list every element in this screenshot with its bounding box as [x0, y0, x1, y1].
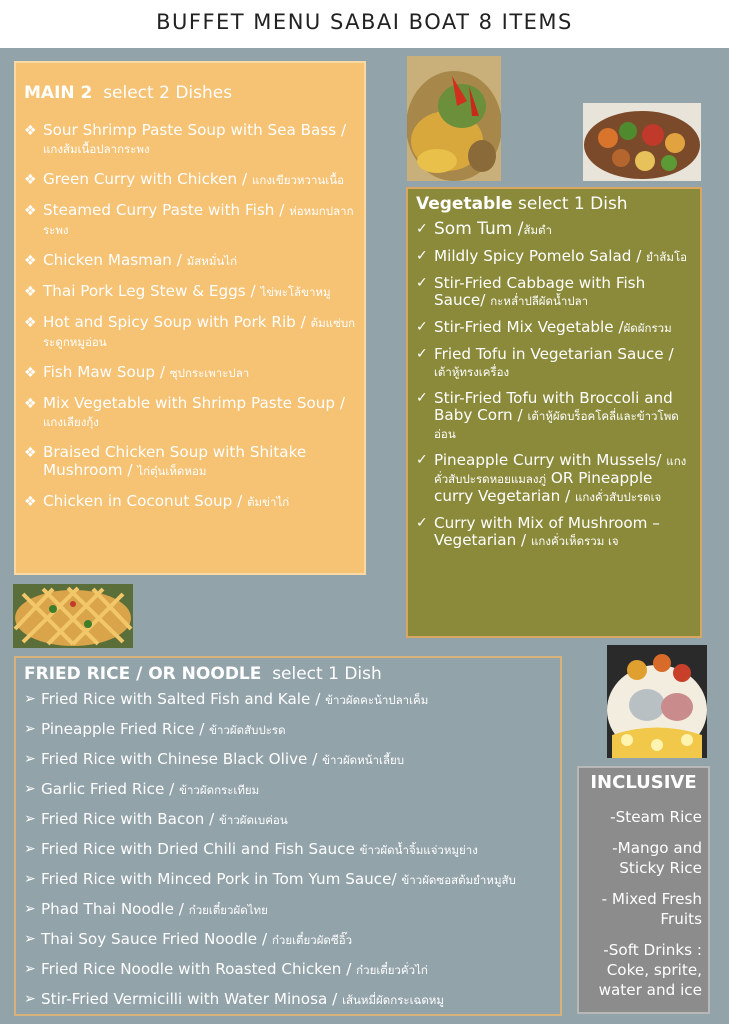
diamond-bullet-icon: ❖ [24, 315, 37, 331]
vegetable-heading-bold: Vegetable [416, 194, 513, 214]
dish-name-thai: ข้าวผัดเบค่อน [219, 813, 288, 827]
arrow-bullet-icon: ➢ [24, 871, 36, 887]
fried-rice-noodle-section [14, 656, 562, 1016]
list-item [24, 443, 356, 480]
page-title: BUFFET MENU SABAI BOAT 8 ITEMS [156, 10, 573, 34]
dish-name-alt: OR Pineapple curry Vegetarian / [434, 469, 653, 505]
list-item [24, 840, 552, 859]
dish-name: Garlic Fried Rice / [41, 780, 175, 798]
inclusive-section [577, 766, 710, 1014]
list-item [24, 201, 356, 239]
list-item [24, 720, 552, 739]
fried-rice-heading-rest: select 1 Dish [272, 664, 382, 684]
list-item: -Mango and Sticky Rice [612, 839, 702, 877]
dish-name: Fried Rice Noodle with Roasted Chicken / [41, 960, 352, 978]
dish-name: Braised Chicken Soup with Shitake Mushroom / [43, 443, 307, 479]
dish-name-thai: แกงเขียวหวานเนื้อ [251, 173, 344, 187]
dish-name: Thai Pork Leg Stew & Eggs / [43, 282, 256, 300]
dish-name: Green Curry with Chicken / [43, 170, 248, 188]
dish-name: Fried Rice with Bacon / [41, 810, 215, 828]
arrow-bullet-icon: ➢ [24, 781, 36, 797]
arrow-bullet-icon: ➢ [24, 811, 36, 827]
diamond-bullet-icon: ❖ [24, 365, 37, 381]
list-item [24, 170, 356, 189]
list-item [24, 900, 552, 919]
list-item [416, 515, 692, 550]
list-item: -Soft Drinks : Coke, sprite, water and ice [598, 941, 702, 999]
dish-name: Fried Tofu in Vegetarian Sauce / [434, 345, 674, 363]
main-dishes-section [14, 61, 366, 575]
checkmark-icon: ✓ [416, 515, 428, 531]
dish-name-thai: ข้าวผัดหน้าเลี้ยบ [322, 753, 405, 767]
fried-rice-dish-list [24, 690, 552, 1009]
dish-name: Fried Rice with Chinese Black Olive / [41, 750, 318, 768]
fried-rice-heading [24, 664, 552, 684]
dish-name-thai: กะหล่ำปลีผัดน้ำปลา [490, 294, 589, 308]
dish-name: Stir-Fried Vermicilli with Water Minosa / [41, 990, 338, 1008]
inclusive-heading: INCLUSIVE [590, 772, 697, 793]
dish-name: Pineapple Curry with Mussels/ [434, 451, 662, 469]
dish-name: Fish Maw Soup / [43, 363, 166, 381]
dish-name: Stir-Fried Mix Vegetable / [434, 318, 624, 336]
vegetable-section [406, 187, 702, 638]
arrow-bullet-icon: ➢ [24, 691, 36, 707]
list-item [24, 930, 552, 949]
curry-photo [407, 56, 501, 181]
list-item: -Steam Rice [610, 808, 702, 826]
dish-name: Mix Vegetable with Shrimp Paste Soup / [43, 394, 345, 412]
dish-name-thai: ก๋วยเตี๋ยวผัดไทย [188, 903, 268, 917]
dish-name: Thai Soy Sauce Fried Noodle / [41, 930, 268, 948]
dish-name: Phad Thai Noodle / [41, 900, 184, 918]
dish-name: Steamed Curry Paste with Fish / [43, 201, 285, 219]
arrow-bullet-icon: ➢ [24, 841, 36, 857]
main-dish-list [24, 121, 356, 511]
checkmark-icon: ✓ [416, 452, 428, 468]
list-item: - Mixed Fresh Fruits [601, 890, 702, 928]
dish-name: Sour Shrimp Paste Soup with Sea Bass / [43, 121, 347, 139]
checkmark-icon: ✓ [416, 390, 428, 406]
list-item [24, 394, 356, 431]
main-heading-bold: MAIN 2 [24, 83, 93, 103]
dish-name-thai: ไก่ตุ๋นเห็ดหอม [137, 464, 207, 478]
lattice-dish-photo [13, 584, 133, 648]
checkmark-icon: ✓ [416, 319, 428, 335]
vegetable-heading [416, 194, 692, 214]
list-item [416, 346, 692, 381]
checkmark-icon: ✓ [416, 346, 428, 362]
dish-name-thai: ไข่พะโล้ขาหมู [260, 285, 331, 299]
diamond-bullet-icon: ❖ [24, 253, 37, 269]
list-item [416, 248, 692, 266]
dish-name-alt-thai: แกงคั่วสับปะรดเจ [574, 490, 662, 504]
list-item [24, 121, 356, 158]
dish-name-thai: ยำส้มโอ [646, 250, 688, 264]
arrow-bullet-icon: ➢ [24, 901, 36, 917]
list-item [24, 251, 356, 270]
list-item [416, 452, 692, 506]
list-item [416, 319, 692, 337]
platter-photo [583, 103, 701, 181]
list-item [416, 221, 692, 239]
arrow-bullet-icon: ➢ [24, 751, 36, 767]
dish-name-thai: แกงคั่วสับปะรดหอยแมลงภู่ [434, 454, 687, 486]
diamond-bullet-icon: ❖ [24, 445, 37, 461]
dish-name-thai: แกงคั่วเห็ดรวม เจ [530, 534, 619, 548]
arrow-bullet-icon: ➢ [24, 961, 36, 977]
dish-name-thai: ข้าวผัดซอสต้มยำหมูสับ [401, 873, 516, 887]
dish-name-thai: ผัดผักรวม [623, 321, 672, 335]
dish-name-thai: แกงส้มเนื้อปลากระพง [43, 142, 150, 156]
list-item [24, 492, 356, 511]
list-item [24, 750, 552, 769]
dish-name-thai: ก๋วยเตี๋ยวผัดซีอิ๊ว [271, 933, 353, 947]
fried-rice-heading-bold: FRIED RICE / OR NOODLE [24, 664, 262, 684]
dish-name: Fried Rice with Salted Fish and Kale / [41, 690, 321, 708]
list-item [24, 810, 552, 829]
dish-name: Som Tum / [434, 219, 524, 239]
dish-name-thai: ต้มข่าไก่ [247, 495, 290, 509]
checkmark-icon: ✓ [416, 248, 428, 264]
dish-name: Fried Rice with Minced Pork in Tom Yum Sauce/ [41, 870, 397, 888]
list-item [416, 390, 692, 443]
dish-name-thai: แกงเลียงกุ้ง [43, 415, 99, 429]
inclusive-list [585, 807, 702, 1000]
dish-name-thai: ข้าวผัดคะน้าปลาเค็ม [325, 693, 429, 707]
dish-name-thai: ซุปกระเพาะปลา [169, 366, 250, 380]
diamond-bullet-icon: ❖ [24, 396, 37, 412]
arrow-bullet-icon: ➢ [24, 721, 36, 737]
vegetable-dish-list [416, 221, 692, 550]
list-item [24, 870, 552, 889]
dish-name-thai: เส้นหมี่ผัดกระเฉดหมู [342, 993, 444, 1007]
dish-name: Hot and Spicy Soup with Pork Rib / [43, 313, 306, 331]
checkmark-icon: ✓ [416, 275, 428, 291]
diamond-bullet-icon: ❖ [24, 494, 37, 510]
dish-name: Fried Rice with Dried Chili and Fish Sauce [41, 840, 355, 858]
dish-name-thai: ข้าวผัดสับปะรด [209, 723, 286, 737]
dish-name-thai: ก๋วยเตี๋ยวคั่วไก่ [356, 963, 428, 977]
dish-name-thai: เต้าหู้ผัดบร็อคโคลี่และข้าวโพดอ่อน [434, 409, 679, 441]
dish-name-thai: ห่อหมกปลากระพง [43, 204, 354, 237]
dish-name-thai: มัสหมั่นไก่ [186, 254, 238, 268]
list-item [24, 363, 356, 382]
arrow-bullet-icon: ➢ [24, 931, 36, 947]
list-item [24, 960, 552, 979]
dish-name-thai: ส้มตำ [523, 223, 552, 237]
list-item [24, 990, 552, 1009]
dish-name-thai: เต้าหู้ทรงเครื่อง [434, 365, 510, 379]
list-item [24, 282, 356, 301]
dish-name: Chicken Masman / [43, 251, 182, 269]
checkmark-icon: ✓ [416, 221, 428, 237]
dish-name: Stir-Fried Tofu with Broccoli and Baby Corn / [434, 389, 673, 424]
dish-name: Stir-Fried Cabbage with Fish Sauce/ [434, 274, 646, 309]
diamond-bullet-icon: ❖ [24, 203, 37, 219]
dish-name: Mildly Spicy Pomelo Salad / [434, 247, 642, 265]
list-item [416, 275, 692, 310]
diamond-bullet-icon: ❖ [24, 172, 37, 188]
main-heading [24, 83, 356, 103]
dish-name-thai: ต้มแซ่บกระดูกหมูอ่อน [43, 316, 356, 349]
dish-name: Curry with Mix of Mushroom – Vegetarian / [434, 514, 660, 549]
vegetable-heading-rest: select 1 Dish [518, 194, 628, 214]
main-heading-rest: select 2 Dishes [103, 83, 233, 103]
diamond-bullet-icon: ❖ [24, 123, 37, 139]
list-item [24, 313, 356, 351]
dish-name: Chicken in Coconut Soup / [43, 492, 243, 510]
list-item [24, 780, 552, 799]
dish-name: Pineapple Fried Rice / [41, 720, 205, 738]
dish-name-thai: ข้าวผัดกระเทียม [179, 783, 260, 797]
fruit-platter-photo [607, 645, 707, 758]
arrow-bullet-icon: ➢ [24, 991, 36, 1007]
diamond-bullet-icon: ❖ [24, 284, 37, 300]
list-item [24, 690, 552, 709]
dish-name-thai: ข้าวผัดน้ำจิ้มแจ่วหมูย่าง [359, 843, 478, 857]
